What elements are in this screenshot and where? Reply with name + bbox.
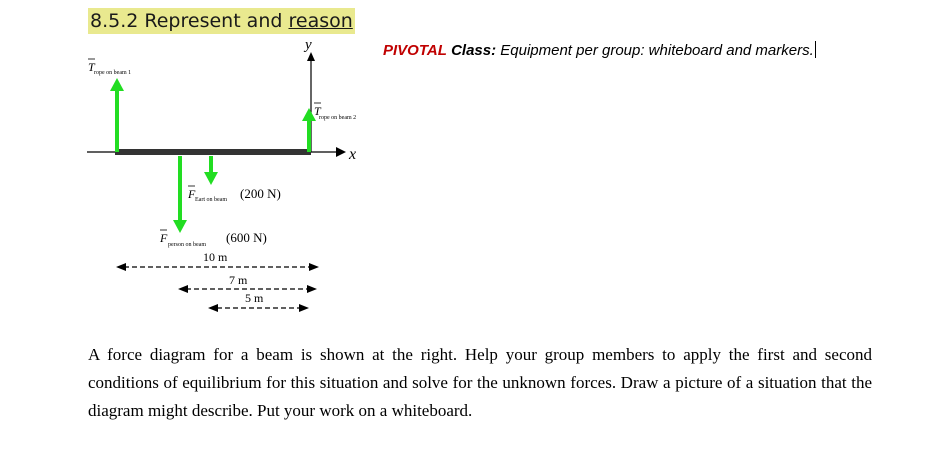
- tension-1-symbol: T: [88, 60, 95, 74]
- dimension-7m-label: 7 m: [229, 273, 248, 287]
- beam: [115, 149, 311, 155]
- earth-force-value: (200 N): [240, 186, 281, 201]
- instructions-paragraph: A force diagram for a beam is shown at the right. Help your group members to apply the first and second conditions of equilibrium for this situation and solve for the unknown forces. Draw a picture of a situation that the diagram might describe. Put your work on a whiteboard.: [88, 345, 872, 420]
- section-title-underlined: reason: [288, 10, 353, 32]
- dimension-7m-right-arrowhead: [307, 285, 317, 293]
- dimension-7m-left-arrowhead: [178, 285, 188, 293]
- pivotal-class-label: Class:: [451, 42, 497, 59]
- dimension-5m-label: 5 m: [245, 291, 264, 305]
- dimension-5m-left-arrowhead: [208, 304, 218, 312]
- y-axis-label: y: [305, 37, 312, 53]
- dimension-10m-left-arrowhead: [116, 263, 126, 271]
- tension-1-subscript: rope on beam 1: [94, 70, 132, 76]
- tension-2-subscript: rope on beam 2: [319, 115, 357, 121]
- tension-2-symbol: T: [314, 104, 321, 118]
- tension-1-arrowhead: [110, 78, 124, 91]
- x-axis-arrowhead: [336, 147, 346, 157]
- person-force-symbol: F: [160, 231, 168, 245]
- earth-force-arrowhead: [204, 172, 218, 185]
- section-title-prefix: 8.5.2 Represent and: [90, 10, 289, 32]
- earth-force-subscript: Eart on beam: [195, 197, 227, 203]
- dimension-5m-right-arrowhead: [299, 304, 309, 312]
- person-force-subscript: person on beam: [168, 242, 206, 248]
- dimension-10m-label: 10 m: [203, 250, 228, 264]
- y-axis-arrowhead: [307, 52, 315, 61]
- person-force-value: (600 N): [226, 230, 267, 245]
- dimension-10m-right-arrowhead: [309, 263, 319, 271]
- person-force-arrowhead: [173, 220, 187, 233]
- pivotal-text: Equipment per group: whiteboard and markers.: [496, 42, 814, 59]
- earth-force-symbol: F: [188, 187, 196, 201]
- x-axis-label: x: [349, 146, 357, 163]
- pivotal-tag: PIVOTAL: [383, 42, 447, 59]
